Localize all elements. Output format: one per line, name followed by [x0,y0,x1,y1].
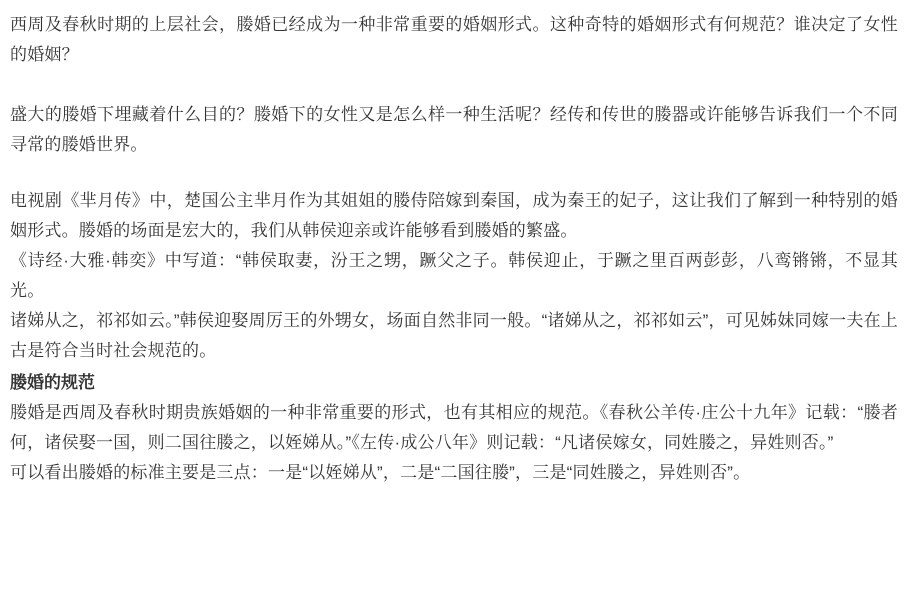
paragraph-quote-continued: 诸娣从之，祁祁如云。”韩侯迎娶周厉王的外甥女，场面自然非同一般。“诸娣从之，祁祁如云”，可见姊妹同嫁一夫在上古是符合当时社会规范的。 [10,311,898,360]
paragraph-group-norms [10,398,898,488]
paragraph-intro: 西周及春秋时期的上层社会，媵婚已经成为一种非常重要的婚姻形式。这种奇特的婚姻形式有何规范？谁决定了女性的婚姻？ [10,15,898,64]
paragraph-purpose: 盛大的媵婚下埋藏着什么目的？媵婚下的女性又是怎么样一种生活呢？经传和传世的媵器或许能够告诉我们一个不同寻常的媵婚世界。 [10,105,898,154]
paragraph-norms-sources: 媵婚是西周及春秋时期贵族婚姻的一种非常重要的形式，也有其相应的规范。《春秋公羊传·庄公十九年》记载：“媵者何，诸侯娶一国，则二国往媵之，以姪娣从。”《左传·成公八年》则记载：“凡诸侯嫁女，同姓媵之，异姓则否。” [10,403,898,452]
paragraph-norms-summary: 可以看出媵婚的标准主要是三点：一是“以姪娣从”，二是“二国往媵”，三是“同姓媵之，异姓则否”。 [10,463,751,482]
section-heading: 媵婚的规范 [10,373,95,392]
paragraph-group-drama [10,186,898,366]
paragraph-quote-shijing: 《诗经·大雅·韩奕》中写道：“韩侯取妻，汾王之甥，蹶父之子。韩侯迎止，于蹶之里百两彭彭，八鸾锵锵，不显其光。 [10,251,898,300]
paragraph-drama: 电视剧《芈月传》中，楚国公主芈月作为其姐姐的媵侍陪嫁到秦国，成为秦王的妃子，这让我们了解到一种特别的婚姻形式。媵婚的场面是宏大的，我们从韩侯迎亲或许能够看到媵婚的繁盛。 [10,191,898,240]
